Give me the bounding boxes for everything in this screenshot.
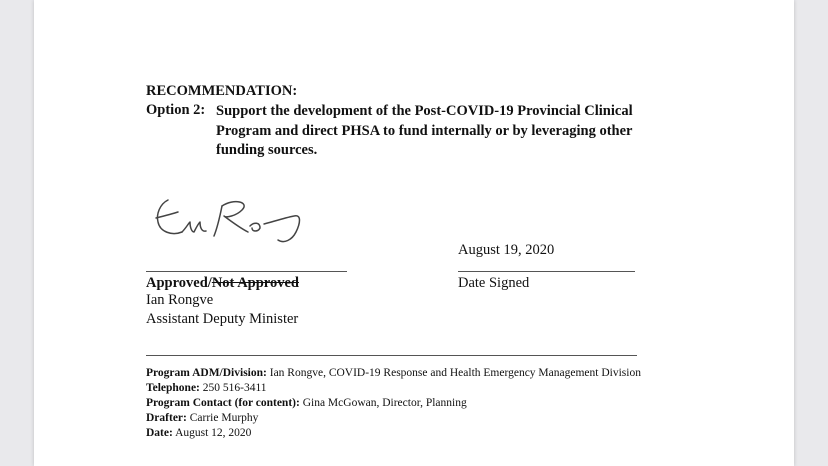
division-label: Program ADM/Division: xyxy=(146,367,267,379)
contact-label: Program Contact (for content): xyxy=(146,397,300,409)
date-value: August 12, 2020 xyxy=(175,427,252,439)
telephone-label: Telephone: xyxy=(146,382,200,394)
option-label: Option 2: xyxy=(146,102,206,118)
footer-telephone xyxy=(146,381,766,396)
approved-text: Approved/ xyxy=(146,275,212,291)
footer-contact xyxy=(146,396,766,411)
footer-date xyxy=(146,426,766,441)
date-label: Date: xyxy=(146,427,173,439)
footer-info xyxy=(146,366,766,441)
signer-title: Assistant Deputy Minister xyxy=(146,311,299,327)
recommendation-heading: RECOMMENDATION: xyxy=(146,83,298,99)
document-page xyxy=(34,0,794,466)
date-signed-value: August 19, 2020 xyxy=(458,242,555,258)
option-text: Support the development of the Post-COVID-19 Provincial Clinical Program and direct PHSA to fund internally or by leveraging other funding sources. xyxy=(216,103,633,158)
contact-value: Gina McGowan, Director, Planning xyxy=(302,397,467,409)
date-signed-label: Date Signed xyxy=(458,275,530,291)
handwritten-signature xyxy=(146,188,326,248)
drafter-value: Carrie Murphy xyxy=(189,412,259,424)
approval-status xyxy=(146,275,299,292)
date-line xyxy=(458,271,635,272)
division-value: Ian Rongve, COVID-19 Response and Health Emergency Management Division xyxy=(269,367,641,379)
footer-drafter xyxy=(146,411,766,426)
drafter-label: Drafter: xyxy=(146,412,187,424)
signature-line xyxy=(146,271,347,272)
telephone-value: 250 516-3411 xyxy=(202,382,267,394)
signer-name: Ian Rongve xyxy=(146,292,214,308)
not-approved-text: Not Approved xyxy=(211,275,299,291)
footer-divider xyxy=(146,355,637,356)
footer-division xyxy=(146,366,766,381)
